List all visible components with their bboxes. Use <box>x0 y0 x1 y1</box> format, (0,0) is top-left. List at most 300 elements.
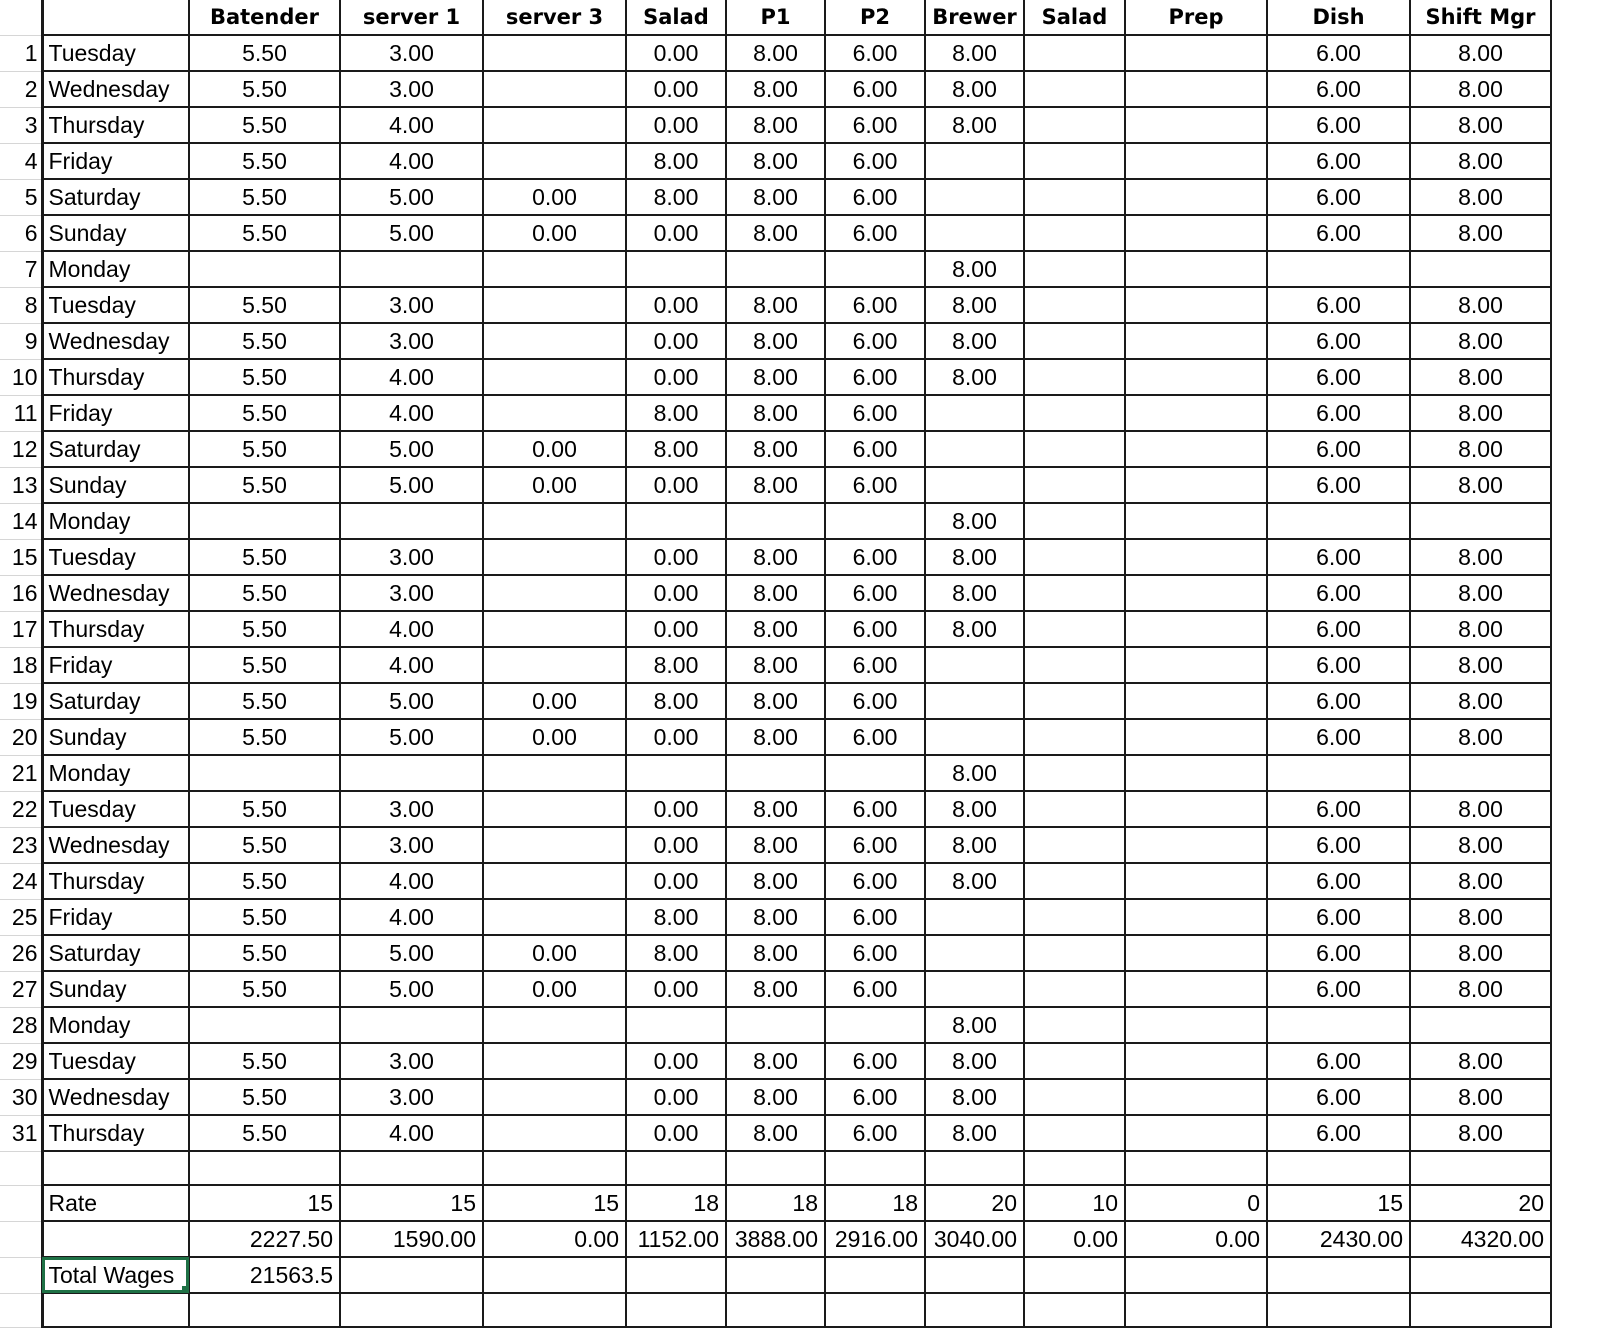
value-cell[interactable]: 8.00 <box>626 395 726 431</box>
value-cell[interactable]: 5.50 <box>189 575 340 611</box>
value-cell[interactable]: 6.00 <box>1267 719 1410 755</box>
value-cell[interactable]: 4.00 <box>340 611 483 647</box>
value-cell[interactable]: 8.00 <box>1410 431 1551 467</box>
wage-cell[interactable]: 0.00 <box>1125 1221 1267 1257</box>
value-cell[interactable]: 8.00 <box>1410 215 1551 251</box>
value-cell[interactable]: 8.00 <box>726 1079 825 1115</box>
day-cell[interactable]: Sunday <box>42 467 189 503</box>
empty-cell[interactable] <box>825 1151 925 1185</box>
col-header-salad-2[interactable]: Salad <box>1024 0 1125 35</box>
value-cell[interactable]: 8.00 <box>925 71 1024 107</box>
value-cell[interactable] <box>483 611 626 647</box>
value-cell[interactable]: 0.00 <box>483 179 626 215</box>
value-cell[interactable] <box>1267 755 1410 791</box>
day-cell[interactable]: Tuesday <box>42 1043 189 1079</box>
value-cell[interactable]: 8.00 <box>726 107 825 143</box>
wage-cell[interactable]: 2916.00 <box>825 1221 925 1257</box>
value-cell[interactable]: 8.00 <box>1410 1115 1551 1151</box>
col-header-p2[interactable]: P2 <box>825 0 925 35</box>
value-cell[interactable]: 6.00 <box>1267 467 1410 503</box>
value-cell[interactable]: 3.00 <box>340 1043 483 1079</box>
value-cell[interactable] <box>1125 791 1267 827</box>
value-cell[interactable]: 8.00 <box>626 431 726 467</box>
value-cell[interactable]: 8.00 <box>726 143 825 179</box>
value-cell[interactable]: 4.00 <box>340 143 483 179</box>
value-cell[interactable]: 8.00 <box>726 359 825 395</box>
value-cell[interactable] <box>1024 899 1125 935</box>
value-cell[interactable] <box>483 143 626 179</box>
value-cell[interactable] <box>1125 71 1267 107</box>
value-cell[interactable]: 8.00 <box>626 179 726 215</box>
wage-cell[interactable]: 3888.00 <box>726 1221 825 1257</box>
value-cell[interactable]: 5.50 <box>189 827 340 863</box>
empty-cell[interactable] <box>1024 1293 1125 1327</box>
value-cell[interactable]: 8.00 <box>726 215 825 251</box>
empty-cell[interactable] <box>626 1151 726 1185</box>
value-cell[interactable] <box>626 1007 726 1043</box>
value-cell[interactable]: 6.00 <box>1267 35 1410 71</box>
value-cell[interactable]: 8.00 <box>1410 935 1551 971</box>
value-cell[interactable]: 6.00 <box>825 215 925 251</box>
value-cell[interactable]: 5.50 <box>189 143 340 179</box>
day-cell[interactable]: Friday <box>42 899 189 935</box>
value-cell[interactable]: 8.00 <box>1410 467 1551 503</box>
value-cell[interactable]: 0.00 <box>626 467 726 503</box>
value-cell[interactable] <box>1024 971 1125 1007</box>
col-header-server-3[interactable]: server 3 <box>483 0 626 35</box>
value-cell[interactable] <box>1024 503 1125 539</box>
value-cell[interactable]: 0.00 <box>626 1115 726 1151</box>
value-cell[interactable]: 8.00 <box>1410 899 1551 935</box>
value-cell[interactable]: 8.00 <box>726 719 825 755</box>
value-cell[interactable] <box>1125 683 1267 719</box>
value-cell[interactable] <box>925 719 1024 755</box>
empty-cell[interactable] <box>1125 1257 1267 1293</box>
value-cell[interactable]: 5.50 <box>189 719 340 755</box>
value-cell[interactable] <box>925 647 1024 683</box>
value-cell[interactable]: 8.00 <box>925 611 1024 647</box>
value-cell[interactable]: 8.00 <box>726 1043 825 1079</box>
value-cell[interactable] <box>825 251 925 287</box>
value-cell[interactable]: 5.00 <box>340 971 483 1007</box>
value-cell[interactable]: 5.00 <box>340 215 483 251</box>
value-cell[interactable]: 8.00 <box>626 647 726 683</box>
value-cell[interactable] <box>1024 719 1125 755</box>
value-cell[interactable] <box>1024 215 1125 251</box>
total-wages-label-selected-cell[interactable]: Total Wages <box>42 1257 189 1293</box>
value-cell[interactable]: 6.00 <box>825 1043 925 1079</box>
day-cell[interactable]: Sunday <box>42 719 189 755</box>
value-cell[interactable] <box>1125 827 1267 863</box>
value-cell[interactable]: 6.00 <box>1267 287 1410 323</box>
value-cell[interactable]: 8.00 <box>925 35 1024 71</box>
value-cell[interactable]: 6.00 <box>825 431 925 467</box>
value-cell[interactable] <box>1024 935 1125 971</box>
value-cell[interactable]: 8.00 <box>726 683 825 719</box>
value-cell[interactable]: 4.00 <box>340 107 483 143</box>
value-cell[interactable] <box>1024 467 1125 503</box>
value-cell[interactable] <box>483 503 626 539</box>
day-cell[interactable]: Saturday <box>42 683 189 719</box>
value-cell[interactable] <box>1125 971 1267 1007</box>
empty-cell[interactable] <box>42 1151 189 1185</box>
value-cell[interactable] <box>1024 287 1125 323</box>
value-cell[interactable]: 8.00 <box>726 431 825 467</box>
value-cell[interactable] <box>726 1007 825 1043</box>
value-cell[interactable] <box>1125 251 1267 287</box>
value-cell[interactable]: 5.50 <box>189 395 340 431</box>
value-cell[interactable] <box>1125 539 1267 575</box>
value-cell[interactable]: 4.00 <box>340 863 483 899</box>
value-cell[interactable]: 4.00 <box>340 647 483 683</box>
value-cell[interactable]: 6.00 <box>825 1115 925 1151</box>
value-cell[interactable] <box>626 503 726 539</box>
value-cell[interactable]: 8.00 <box>1410 107 1551 143</box>
empty-cell[interactable] <box>1024 1151 1125 1185</box>
value-cell[interactable]: 6.00 <box>825 323 925 359</box>
value-cell[interactable] <box>1125 1007 1267 1043</box>
corner-cell[interactable] <box>0 0 42 35</box>
value-cell[interactable]: 8.00 <box>1410 395 1551 431</box>
value-cell[interactable]: 8.00 <box>925 791 1024 827</box>
value-cell[interactable] <box>189 251 340 287</box>
rate-cell[interactable]: 20 <box>925 1185 1024 1221</box>
value-cell[interactable]: 5.50 <box>189 899 340 935</box>
empty-cell[interactable] <box>42 1293 189 1327</box>
value-cell[interactable]: 6.00 <box>1267 107 1410 143</box>
value-cell[interactable] <box>1125 611 1267 647</box>
value-cell[interactable] <box>1267 251 1410 287</box>
value-cell[interactable]: 6.00 <box>825 899 925 935</box>
value-cell[interactable] <box>483 1043 626 1079</box>
value-cell[interactable]: 6.00 <box>1267 683 1410 719</box>
value-cell[interactable] <box>1024 143 1125 179</box>
value-cell[interactable]: 6.00 <box>1267 647 1410 683</box>
value-cell[interactable]: 8.00 <box>1410 539 1551 575</box>
value-cell[interactable] <box>1125 287 1267 323</box>
value-cell[interactable]: 6.00 <box>1267 827 1410 863</box>
day-cell[interactable]: Tuesday <box>42 287 189 323</box>
day-cell[interactable]: Sunday <box>42 971 189 1007</box>
value-cell[interactable] <box>1125 359 1267 395</box>
value-cell[interactable]: 8.00 <box>925 107 1024 143</box>
empty-cell[interactable] <box>1125 1293 1267 1327</box>
value-cell[interactable]: 5.50 <box>189 323 340 359</box>
value-cell[interactable] <box>483 899 626 935</box>
value-cell[interactable]: 6.00 <box>825 143 925 179</box>
col-header-prep[interactable]: Prep <box>1125 0 1267 35</box>
value-cell[interactable]: 5.50 <box>189 467 340 503</box>
wage-cell[interactable]: 3040.00 <box>925 1221 1024 1257</box>
value-cell[interactable]: 6.00 <box>1267 215 1410 251</box>
value-cell[interactable]: 8.00 <box>1410 35 1551 71</box>
value-cell[interactable]: 0.00 <box>483 467 626 503</box>
value-cell[interactable]: 3.00 <box>340 827 483 863</box>
day-cell[interactable]: Friday <box>42 647 189 683</box>
value-cell[interactable]: 0.00 <box>626 1043 726 1079</box>
empty-cell[interactable] <box>1267 1257 1410 1293</box>
value-cell[interactable] <box>626 755 726 791</box>
value-cell[interactable]: 5.50 <box>189 647 340 683</box>
day-cell[interactable]: Monday <box>42 1007 189 1043</box>
value-cell[interactable] <box>1125 647 1267 683</box>
empty-cell[interactable] <box>483 1293 626 1327</box>
value-cell[interactable] <box>483 755 626 791</box>
value-cell[interactable]: 8.00 <box>1410 683 1551 719</box>
value-cell[interactable]: 8.00 <box>1410 1043 1551 1079</box>
value-cell[interactable]: 0.00 <box>483 431 626 467</box>
value-cell[interactable] <box>1024 323 1125 359</box>
value-cell[interactable] <box>726 755 825 791</box>
value-cell[interactable]: 8.00 <box>726 71 825 107</box>
value-cell[interactable]: 8.00 <box>925 1043 1024 1079</box>
value-cell[interactable]: 8.00 <box>1410 359 1551 395</box>
value-cell[interactable]: 6.00 <box>1267 359 1410 395</box>
value-cell[interactable] <box>483 827 626 863</box>
value-cell[interactable]: 8.00 <box>925 287 1024 323</box>
value-cell[interactable]: 6.00 <box>1267 323 1410 359</box>
value-cell[interactable] <box>1125 503 1267 539</box>
value-cell[interactable]: 8.00 <box>1410 863 1551 899</box>
day-cell[interactable]: Friday <box>42 143 189 179</box>
value-cell[interactable] <box>925 431 1024 467</box>
day-cell[interactable]: Tuesday <box>42 35 189 71</box>
value-cell[interactable] <box>189 503 340 539</box>
day-cell[interactable]: Monday <box>42 755 189 791</box>
value-cell[interactable]: 8.00 <box>726 323 825 359</box>
value-cell[interactable] <box>825 755 925 791</box>
col-header-shift-mgr[interactable]: Shift Mgr <box>1410 0 1551 35</box>
empty-cell[interactable] <box>1024 1257 1125 1293</box>
value-cell[interactable]: 8.00 <box>1410 323 1551 359</box>
value-cell[interactable]: 6.00 <box>1267 971 1410 1007</box>
value-cell[interactable]: 5.00 <box>340 431 483 467</box>
value-cell[interactable] <box>483 287 626 323</box>
value-cell[interactable]: 8.00 <box>726 899 825 935</box>
value-cell[interactable]: 0.00 <box>626 287 726 323</box>
empty-cell[interactable] <box>726 1293 825 1327</box>
value-cell[interactable]: 5.50 <box>189 1115 340 1151</box>
value-cell[interactable]: 6.00 <box>1267 1079 1410 1115</box>
value-cell[interactable]: 8.00 <box>1410 1079 1551 1115</box>
day-cell[interactable]: Monday <box>42 503 189 539</box>
value-cell[interactable]: 0.00 <box>626 575 726 611</box>
value-cell[interactable]: 6.00 <box>825 467 925 503</box>
value-cell[interactable] <box>1125 899 1267 935</box>
value-cell[interactable]: 0.00 <box>483 215 626 251</box>
value-cell[interactable]: 8.00 <box>925 503 1024 539</box>
value-cell[interactable]: 8.00 <box>925 1007 1024 1043</box>
value-cell[interactable] <box>340 251 483 287</box>
value-cell[interactable]: 0.00 <box>483 971 626 1007</box>
value-cell[interactable]: 6.00 <box>1267 611 1410 647</box>
rate-cell[interactable]: 15 <box>1267 1185 1410 1221</box>
value-cell[interactable] <box>1125 35 1267 71</box>
col-header-server-1[interactable]: server 1 <box>340 0 483 35</box>
wage-cell[interactable]: 2227.50 <box>189 1221 340 1257</box>
value-cell[interactable]: 5.50 <box>189 683 340 719</box>
value-cell[interactable]: 8.00 <box>726 539 825 575</box>
value-cell[interactable] <box>1125 107 1267 143</box>
empty-cell[interactable] <box>1410 1293 1551 1327</box>
value-cell[interactable]: 0.00 <box>626 35 726 71</box>
rate-cell[interactable]: 10 <box>1024 1185 1125 1221</box>
value-cell[interactable] <box>1024 395 1125 431</box>
value-cell[interactable]: 8.00 <box>626 143 726 179</box>
day-cell[interactable]: Wednesday <box>42 323 189 359</box>
rate-cell[interactable]: 15 <box>189 1185 340 1221</box>
value-cell[interactable] <box>483 71 626 107</box>
value-cell[interactable]: 8.00 <box>925 251 1024 287</box>
value-cell[interactable]: 8.00 <box>1410 611 1551 647</box>
value-cell[interactable] <box>483 863 626 899</box>
day-cell[interactable]: Wednesday <box>42 71 189 107</box>
value-cell[interactable]: 4.00 <box>340 1115 483 1151</box>
empty-cell[interactable] <box>726 1151 825 1185</box>
value-cell[interactable] <box>1267 503 1410 539</box>
empty-cell[interactable] <box>925 1293 1024 1327</box>
value-cell[interactable]: 8.00 <box>726 791 825 827</box>
value-cell[interactable] <box>483 575 626 611</box>
value-cell[interactable] <box>1024 755 1125 791</box>
value-cell[interactable]: 6.00 <box>1267 143 1410 179</box>
value-cell[interactable] <box>483 359 626 395</box>
value-cell[interactable] <box>1410 503 1551 539</box>
value-cell[interactable] <box>626 251 726 287</box>
value-cell[interactable]: 8.00 <box>726 467 825 503</box>
value-cell[interactable]: 6.00 <box>1267 791 1410 827</box>
value-cell[interactable]: 6.00 <box>825 647 925 683</box>
value-cell[interactable]: 8.00 <box>925 1079 1024 1115</box>
value-cell[interactable]: 6.00 <box>825 179 925 215</box>
value-cell[interactable]: 8.00 <box>726 935 825 971</box>
value-cell[interactable]: 6.00 <box>825 287 925 323</box>
value-cell[interactable]: 3.00 <box>340 791 483 827</box>
value-cell[interactable]: 8.00 <box>925 539 1024 575</box>
value-cell[interactable]: 6.00 <box>825 71 925 107</box>
col-header-salad[interactable]: Salad <box>626 0 726 35</box>
value-cell[interactable]: 5.00 <box>340 935 483 971</box>
value-cell[interactable]: 8.00 <box>925 863 1024 899</box>
value-cell[interactable]: 8.00 <box>925 1115 1024 1151</box>
wage-cell[interactable]: 2430.00 <box>1267 1221 1410 1257</box>
value-cell[interactable] <box>340 503 483 539</box>
value-cell[interactable]: 8.00 <box>726 287 825 323</box>
value-cell[interactable]: 3.00 <box>340 539 483 575</box>
value-cell[interactable]: 0.00 <box>626 107 726 143</box>
rate-label[interactable]: Rate <box>42 1185 189 1221</box>
value-cell[interactable] <box>925 179 1024 215</box>
empty-cell[interactable] <box>1125 1151 1267 1185</box>
value-cell[interactable] <box>1267 1007 1410 1043</box>
value-cell[interactable] <box>483 539 626 575</box>
value-cell[interactable]: 5.50 <box>189 107 340 143</box>
value-cell[interactable] <box>1125 323 1267 359</box>
value-cell[interactable]: 6.00 <box>1267 863 1410 899</box>
value-cell[interactable]: 6.00 <box>1267 179 1410 215</box>
value-cell[interactable]: 0.00 <box>626 1079 726 1115</box>
value-cell[interactable] <box>189 1007 340 1043</box>
value-cell[interactable]: 6.00 <box>825 971 925 1007</box>
day-cell[interactable]: Wednesday <box>42 575 189 611</box>
value-cell[interactable]: 8.00 <box>1410 71 1551 107</box>
value-cell[interactable]: 8.00 <box>626 683 726 719</box>
value-cell[interactable] <box>1024 683 1125 719</box>
value-cell[interactable] <box>1024 1115 1125 1151</box>
value-cell[interactable] <box>825 1007 925 1043</box>
rate-cell[interactable]: 20 <box>1410 1185 1551 1221</box>
value-cell[interactable]: 8.00 <box>626 935 726 971</box>
rate-cell[interactable]: 18 <box>626 1185 726 1221</box>
rate-cell[interactable]: 18 <box>726 1185 825 1221</box>
value-cell[interactable]: 3.00 <box>340 1079 483 1115</box>
value-cell[interactable] <box>1125 431 1267 467</box>
value-cell[interactable] <box>483 1007 626 1043</box>
value-cell[interactable]: 6.00 <box>1267 899 1410 935</box>
day-cell[interactable]: Wednesday <box>42 1079 189 1115</box>
value-cell[interactable] <box>1410 1007 1551 1043</box>
value-cell[interactable]: 5.50 <box>189 611 340 647</box>
value-cell[interactable]: 3.00 <box>340 35 483 71</box>
value-cell[interactable]: 5.50 <box>189 863 340 899</box>
value-cell[interactable]: 8.00 <box>1410 791 1551 827</box>
empty-cell[interactable] <box>726 1257 825 1293</box>
value-cell[interactable] <box>1024 71 1125 107</box>
value-cell[interactable] <box>483 395 626 431</box>
value-cell[interactable]: 5.50 <box>189 935 340 971</box>
empty-cell[interactable] <box>925 1257 1024 1293</box>
day-cell[interactable]: Tuesday <box>42 791 189 827</box>
wage-cell[interactable]: 0.00 <box>1024 1221 1125 1257</box>
value-cell[interactable]: 6.00 <box>825 827 925 863</box>
value-cell[interactable]: 6.00 <box>1267 431 1410 467</box>
day-cell[interactable]: Friday <box>42 395 189 431</box>
day-cell[interactable]: Thursday <box>42 863 189 899</box>
value-cell[interactable] <box>1125 395 1267 431</box>
value-cell[interactable]: 6.00 <box>825 791 925 827</box>
value-cell[interactable]: 4.00 <box>340 899 483 935</box>
day-cell[interactable]: Tuesday <box>42 539 189 575</box>
value-cell[interactable]: 6.00 <box>825 1079 925 1115</box>
value-cell[interactable]: 6.00 <box>1267 71 1410 107</box>
value-cell[interactable] <box>1125 1043 1267 1079</box>
value-cell[interactable]: 5.50 <box>189 971 340 1007</box>
wage-cell[interactable]: 4320.00 <box>1410 1221 1551 1257</box>
empty-cell[interactable] <box>1410 1257 1551 1293</box>
col-header-dish[interactable]: Dish <box>1267 0 1410 35</box>
value-cell[interactable]: 6.00 <box>825 683 925 719</box>
empty-cell[interactable] <box>925 1151 1024 1185</box>
value-cell[interactable]: 6.00 <box>825 359 925 395</box>
empty-cell[interactable] <box>1267 1293 1410 1327</box>
value-cell[interactable] <box>1024 179 1125 215</box>
value-cell[interactable] <box>726 251 825 287</box>
empty-cell[interactable] <box>340 1151 483 1185</box>
value-cell[interactable]: 0.00 <box>626 971 726 1007</box>
value-cell[interactable] <box>483 791 626 827</box>
value-cell[interactable]: 5.50 <box>189 287 340 323</box>
value-cell[interactable]: 6.00 <box>825 395 925 431</box>
value-cell[interactable] <box>1125 179 1267 215</box>
value-cell[interactable]: 8.00 <box>1410 719 1551 755</box>
value-cell[interactable] <box>1125 755 1267 791</box>
value-cell[interactable]: 8.00 <box>726 863 825 899</box>
value-cell[interactable] <box>1024 431 1125 467</box>
value-cell[interactable] <box>1024 1043 1125 1079</box>
value-cell[interactable] <box>189 755 340 791</box>
day-cell[interactable]: Saturday <box>42 431 189 467</box>
value-cell[interactable]: 0.00 <box>483 719 626 755</box>
